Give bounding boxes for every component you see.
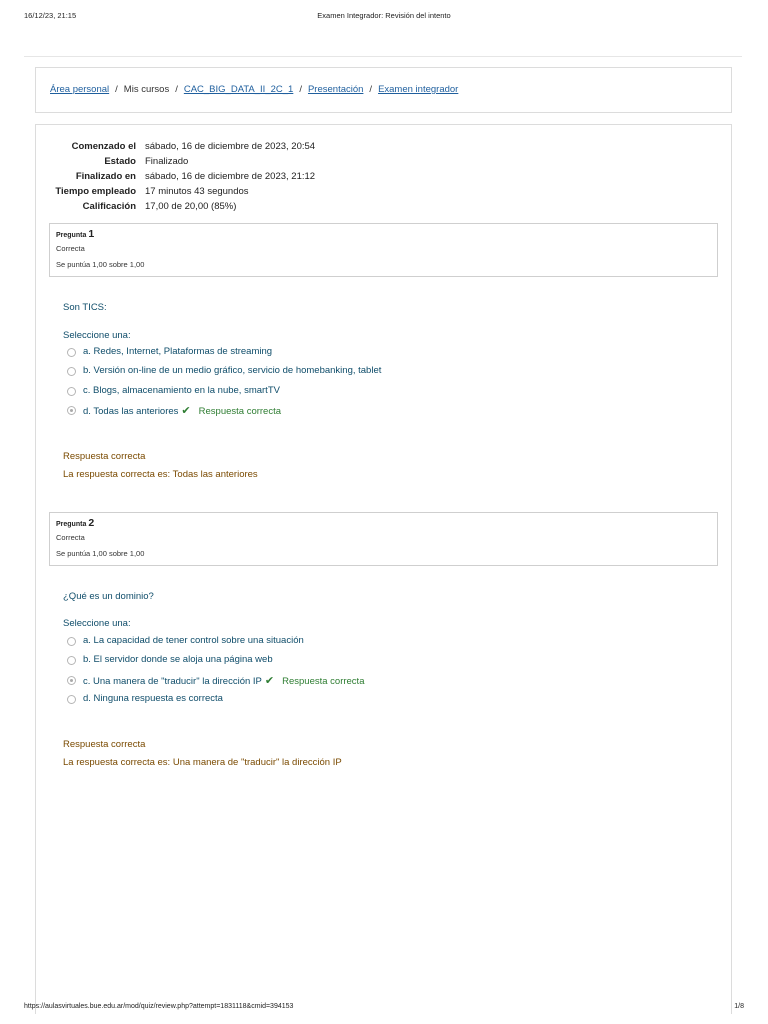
answer-option[interactable]	[67, 346, 667, 365]
attempt-summary	[50, 139, 315, 214]
summary-label: Tiempo empleado	[55, 186, 136, 197]
question-info-2	[49, 512, 718, 566]
print-header	[0, 11, 768, 23]
question-number	[56, 228, 94, 240]
radio-icon[interactable]	[67, 367, 76, 376]
answer-list-1	[67, 346, 667, 424]
question-prefix: Pregunta	[56, 232, 87, 239]
answer-label: b. El servidor donde se aloja una página web	[83, 654, 273, 666]
radio-icon[interactable]	[67, 348, 76, 357]
feedback-text: La respuesta correcta es: Todas las anteriores	[63, 469, 258, 480]
question-state: Correcta	[56, 533, 85, 542]
summary-value: Finalizado	[145, 156, 189, 167]
answer-label: a. La capacidad de tener control sobre una situación	[83, 635, 304, 646]
question-text: Son TICS:	[63, 302, 107, 313]
radio-icon[interactable]	[67, 637, 76, 646]
question-num: 2	[88, 517, 95, 529]
breadcrumb-item-course[interactable]: CAC_BIG_DATA_II_2C_1	[183, 84, 294, 95]
summary-label: Finalizado en	[75, 171, 136, 182]
page-number: 1/8	[734, 1003, 744, 1010]
feedback-text: La respuesta correcta es: Una manera de "traducir" la dirección IP	[63, 757, 342, 768]
breadcrumb-separator: /	[175, 84, 178, 95]
summary-label: Comenzado el	[71, 141, 136, 152]
page-url: https://aulasvirtuales.bue.edu.ar/mod/quiz/review.php?attempt=1831118&cmid=394153	[24, 1003, 294, 1010]
answer-option[interactable]	[67, 693, 667, 712]
breadcrumb	[50, 84, 458, 95]
summary-value: sábado, 16 de diciembre de 2023, 21:12	[145, 171, 316, 182]
summary-label: Calificación	[82, 201, 136, 212]
question-state: Correcta	[56, 244, 85, 253]
radio-icon[interactable]	[67, 676, 76, 685]
summary-row-state	[50, 154, 315, 169]
answer-list-2	[67, 635, 667, 713]
check-icon: ✔	[181, 405, 191, 418]
top-divider	[24, 56, 742, 57]
answer-option[interactable]	[67, 365, 667, 384]
question-text: ¿Qué es un dominio?	[63, 591, 154, 602]
answer-label-wrap	[83, 674, 364, 687]
question-info-1	[49, 223, 718, 277]
check-icon: ✔	[264, 674, 275, 687]
answer-label: d. Ninguna respuesta es correcta	[83, 693, 223, 705]
answer-label: c. Una manera de "traducir" la dirección IP	[83, 675, 262, 687]
breadcrumb-separator: /	[369, 84, 373, 95]
breadcrumb-separator: /	[299, 84, 302, 95]
summary-row-time	[50, 184, 315, 199]
radio-icon[interactable]	[67, 656, 76, 665]
summary-value: 17,00 de 20,00 (85%)	[145, 201, 237, 212]
summary-label: Estado	[104, 156, 136, 167]
radio-icon[interactable]	[67, 387, 76, 396]
breadcrumb-separator: /	[115, 84, 118, 95]
answer-label-wrap	[83, 404, 281, 417]
summary-value: sábado, 16 de diciembre de 2023, 20:54	[145, 141, 316, 152]
answer-option-selected[interactable]	[67, 674, 667, 693]
question-prompt: Seleccione una:	[63, 330, 131, 341]
breadcrumb-item-mis-cursos: Mis cursos	[123, 84, 170, 95]
radio-icon[interactable]	[67, 406, 76, 415]
correct-marker: Respuesta correcta	[282, 675, 365, 687]
question-prefix: Pregunta	[56, 521, 87, 528]
question-number	[56, 517, 94, 529]
answer-option[interactable]	[67, 654, 667, 673]
question-prompt: Seleccione una:	[63, 618, 131, 629]
question-num: 1	[88, 228, 95, 240]
feedback-title: Respuesta correcta	[63, 739, 146, 750]
answer-option[interactable]	[67, 385, 667, 404]
summary-value: 17 minutos 43 segundos	[145, 186, 249, 197]
answer-label: c. Blogs, almacenamiento en la nube, smartTV	[83, 384, 280, 396]
question-grade: Se puntúa 1,00 sobre 1,00	[56, 260, 145, 269]
breadcrumb-panel	[35, 67, 732, 113]
answer-label: b. Versión on-line de un medio gráfico, servicio de homebanking, tablet	[83, 365, 382, 377]
answer-label: d. Todas las anteriores	[83, 406, 179, 418]
breadcrumb-item-examen[interactable]: Examen integrador	[378, 84, 459, 95]
breadcrumb-item-presentacion[interactable]: Presentación	[307, 84, 364, 95]
print-title: Examen Integrador: Revisión del intento	[317, 11, 451, 20]
feedback-title: Respuesta correcta	[63, 451, 146, 462]
summary-row-grade	[50, 199, 315, 214]
print-datetime: 16/12/23, 21:15	[24, 11, 77, 20]
answer-label: a. Redes, Internet, Plataformas de streaming	[83, 346, 273, 357]
radio-icon[interactable]	[67, 695, 76, 704]
answer-option-selected[interactable]	[67, 404, 667, 423]
summary-row-started	[50, 139, 315, 154]
answer-option[interactable]	[67, 635, 667, 654]
correct-marker: Respuesta correcta	[198, 406, 282, 418]
breadcrumb-item-area-personal[interactable]: Área personal	[50, 84, 110, 95]
question-grade: Se puntúa 1,00 sobre 1,00	[56, 549, 145, 558]
summary-row-finished	[50, 169, 315, 184]
